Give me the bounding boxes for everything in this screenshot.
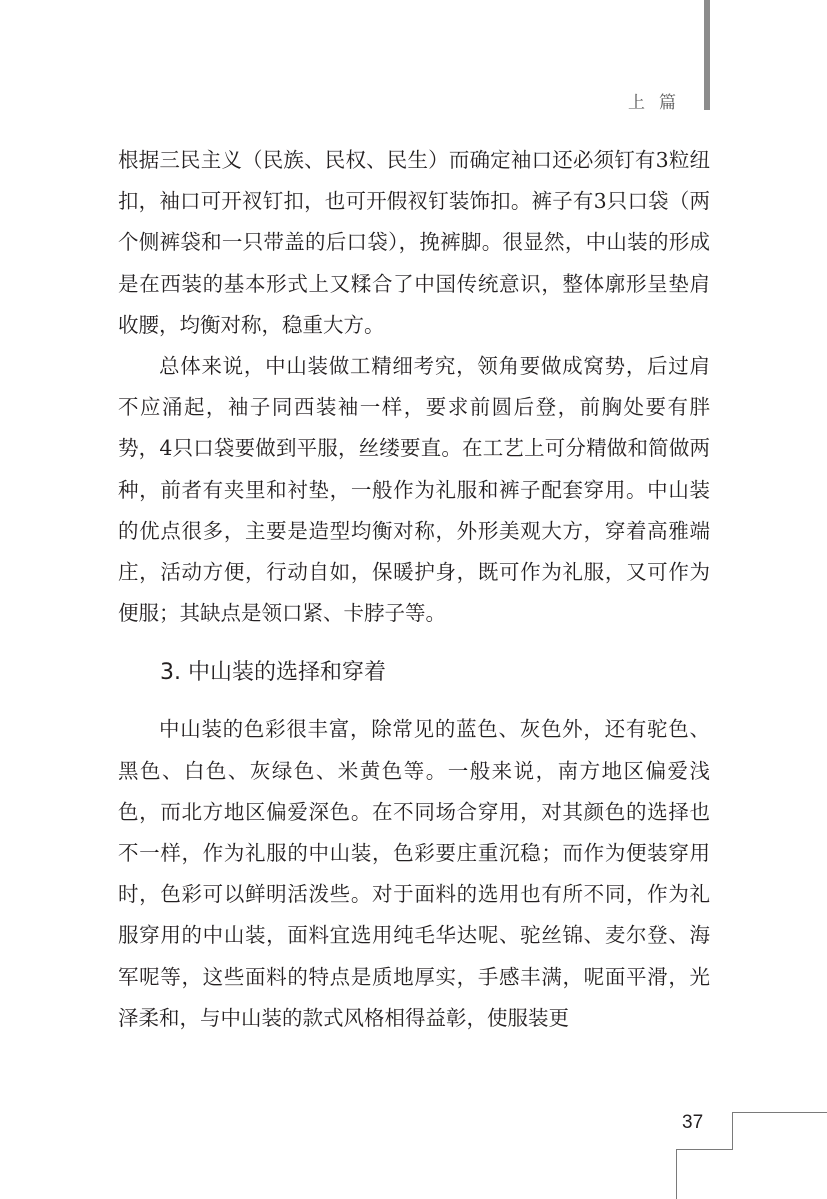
page-number: 37: [682, 1112, 704, 1133]
running-header: 上篇: [628, 93, 690, 113]
paragraph-colors: 中山装的色彩很丰富，除常见的蓝色、灰色外，还有驼色、黑色、白色、灰绿色、米黄色等。一般来说，南方地区偏爱浅色，而北方地区偏爱深色。在不同场合穿用，对其颜色的选择也不一样，作为礼服的中山装，色彩要庄重沉稳；而作为便装穿用时，色彩可以鲜明活泼些。对于面料的选用也有所不同，作为礼服穿用的中山装，面料宜选用纯毛华达呢、驼丝锦、麦尔登、海军呢等，这些面料的特点是质地厚实，手感丰满，呢面平滑，光泽柔和，与中山装的款式风格相得益彰，使服装更: [118, 717, 710, 1030]
page-frame-left-line: [676, 1149, 677, 1199]
body-text: [118, 140, 710, 1039]
paragraph-workmanship: 总体来说，中山装做工精细考究，领角要做成窝势，后过肩不应涌起，袖子同西装袖一样，要求前圆后登，前胸处要有胖势，4只口袋要做到平服，丝缕要直。在工艺上可分精做和简做两种，前者有夹里和衬垫，一般作为礼服和裤子配套穿用。中山装的优点很多，主要是造型均衡对称，外形美观大方，穿着高雅端庄，活动方便，行动自如，保暖护身，既可作为礼服，又可作为便服；其缺点是领口紧、卡脖子等。: [118, 354, 710, 626]
header-vertical-bar: [704, 0, 710, 110]
page-frame-bottom-line: [676, 1149, 733, 1150]
section-heading: 3. 中山装的选择和穿着: [160, 660, 386, 686]
page-frame-vertical-line: [732, 1112, 733, 1149]
page-frame-top-line: [732, 1112, 827, 1113]
paragraph-continued: 根据三民主义（民族、民权、民生）而确定袖口还必须钉有3粒纽扣，袖口可开衩钉扣，也可开假衩钉装饰扣。裤子有3只口袋（两个侧裤袋和一只带盖的后口袋），挽裤脚。很显然，中山装的形成是在西装的基本形式上又糅合了中国传统意识，整体廓形呈垫肩收腰，均衡对称，稳重大方。: [118, 148, 710, 337]
